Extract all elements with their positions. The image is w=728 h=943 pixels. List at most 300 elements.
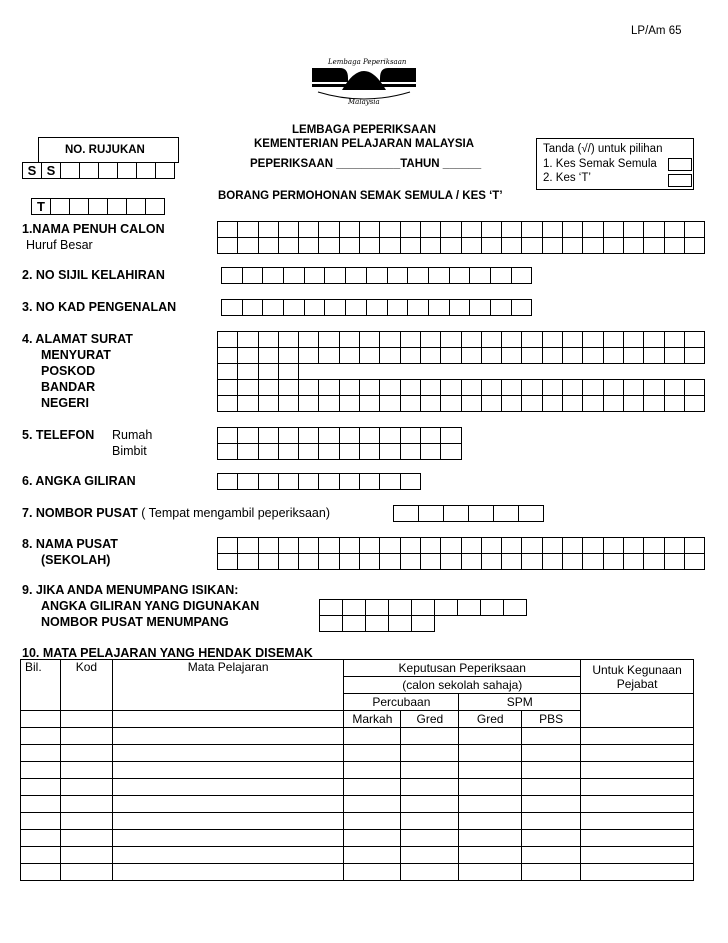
char-cell[interactable] xyxy=(242,299,264,316)
table-cell[interactable] xyxy=(522,796,581,813)
char-cell[interactable] xyxy=(481,237,502,254)
char-cell[interactable] xyxy=(684,237,705,254)
table-cell[interactable] xyxy=(581,728,694,745)
char-cell[interactable] xyxy=(217,427,238,444)
char-cell[interactable] xyxy=(217,395,238,412)
table-cell[interactable] xyxy=(581,847,694,864)
table-cell[interactable] xyxy=(21,864,61,881)
char-cell[interactable] xyxy=(481,331,502,348)
char-cell[interactable] xyxy=(603,553,624,570)
char-cell[interactable] xyxy=(562,221,583,238)
char-cell[interactable] xyxy=(359,379,380,396)
char-cell[interactable] xyxy=(420,395,441,412)
table-cell[interactable] xyxy=(401,728,459,745)
table-cell[interactable] xyxy=(522,762,581,779)
char-cell[interactable] xyxy=(582,347,603,364)
char-cell[interactable] xyxy=(304,267,326,284)
table-cell[interactable] xyxy=(60,864,112,881)
table-cell[interactable] xyxy=(60,762,112,779)
char-cell[interactable] xyxy=(440,347,461,364)
table-cell[interactable] xyxy=(344,796,401,813)
char-cell[interactable] xyxy=(603,221,624,238)
char-cell[interactable] xyxy=(521,237,542,254)
char-cell[interactable] xyxy=(217,221,238,238)
char-cell[interactable] xyxy=(217,379,238,396)
char-cell[interactable] xyxy=(643,237,664,254)
char-cell[interactable] xyxy=(420,347,441,364)
table-cell[interactable] xyxy=(401,745,459,762)
char-cell[interactable] xyxy=(278,221,299,238)
char-cell[interactable] xyxy=(319,615,343,632)
table-cell[interactable] xyxy=(459,745,522,762)
table-cell[interactable] xyxy=(581,796,694,813)
char-cell[interactable] xyxy=(623,553,644,570)
char-cell[interactable] xyxy=(339,473,360,490)
char-cell[interactable] xyxy=(345,299,367,316)
char-cell[interactable] xyxy=(400,473,421,490)
char-cell[interactable] xyxy=(237,537,258,554)
table-cell[interactable] xyxy=(60,813,112,830)
char-cell[interactable] xyxy=(258,347,279,364)
char-cell[interactable] xyxy=(521,221,542,238)
char-cell[interactable] xyxy=(664,395,685,412)
char-cell[interactable] xyxy=(278,553,299,570)
table-cell[interactable] xyxy=(21,779,61,796)
char-cell[interactable] xyxy=(428,267,450,284)
rujukan-cell[interactable] xyxy=(88,198,108,215)
char-cell[interactable] xyxy=(379,473,400,490)
alamat-grid[interactable] xyxy=(218,331,705,411)
nama-grid[interactable] xyxy=(218,221,705,253)
char-cell[interactable] xyxy=(461,553,482,570)
char-cell[interactable] xyxy=(461,395,482,412)
rujukan-cell[interactable] xyxy=(98,162,118,179)
char-cell[interactable] xyxy=(582,395,603,412)
char-cell[interactable] xyxy=(278,331,299,348)
char-cell[interactable] xyxy=(469,299,491,316)
table-cell[interactable] xyxy=(112,745,344,762)
table-cell[interactable] xyxy=(459,813,522,830)
char-cell[interactable] xyxy=(434,599,458,616)
char-cell[interactable] xyxy=(318,221,339,238)
char-cell[interactable] xyxy=(379,537,400,554)
char-cell[interactable] xyxy=(643,347,664,364)
table-cell[interactable] xyxy=(344,847,401,864)
table-cell[interactable] xyxy=(401,813,459,830)
table-cell[interactable] xyxy=(60,796,112,813)
char-cell[interactable] xyxy=(318,237,339,254)
char-cell[interactable] xyxy=(237,473,258,490)
table-cell[interactable] xyxy=(21,830,61,847)
char-cell[interactable] xyxy=(400,553,421,570)
char-cell[interactable] xyxy=(342,615,366,632)
char-cell[interactable] xyxy=(643,379,664,396)
char-cell[interactable] xyxy=(262,299,284,316)
char-cell[interactable] xyxy=(318,331,339,348)
char-cell[interactable] xyxy=(258,553,279,570)
char-cell[interactable] xyxy=(623,221,644,238)
char-cell[interactable] xyxy=(501,347,522,364)
rujukan-cell[interactable] xyxy=(155,162,175,179)
char-cell[interactable] xyxy=(278,379,299,396)
table-cell[interactable] xyxy=(581,745,694,762)
char-cell[interactable] xyxy=(298,537,319,554)
char-cell[interactable] xyxy=(481,395,502,412)
char-cell[interactable] xyxy=(339,379,360,396)
char-cell[interactable] xyxy=(258,427,279,444)
rujukan-cell[interactable] xyxy=(107,198,127,215)
char-cell[interactable] xyxy=(278,237,299,254)
char-cell[interactable] xyxy=(542,331,563,348)
nama-pusat-grid[interactable] xyxy=(218,537,705,569)
char-cell[interactable] xyxy=(684,347,705,364)
char-cell[interactable] xyxy=(481,537,502,554)
char-cell[interactable] xyxy=(420,443,441,460)
char-cell[interactable] xyxy=(400,379,421,396)
char-cell[interactable] xyxy=(339,553,360,570)
char-cell[interactable] xyxy=(623,379,644,396)
table-cell[interactable] xyxy=(401,830,459,847)
char-cell[interactable] xyxy=(318,427,339,444)
char-cell[interactable] xyxy=(440,379,461,396)
char-cell[interactable] xyxy=(449,267,471,284)
table-cell[interactable] xyxy=(21,813,61,830)
char-cell[interactable] xyxy=(603,379,624,396)
char-cell[interactable] xyxy=(562,347,583,364)
char-cell[interactable] xyxy=(400,427,421,444)
char-cell[interactable] xyxy=(440,395,461,412)
table-cell[interactable] xyxy=(60,728,112,745)
char-cell[interactable] xyxy=(643,537,664,554)
char-cell[interactable] xyxy=(258,237,279,254)
char-cell[interactable] xyxy=(388,615,412,632)
rujukan-cells[interactable] xyxy=(23,162,175,179)
char-cell[interactable] xyxy=(461,379,482,396)
char-cell[interactable] xyxy=(643,553,664,570)
table-cell[interactable] xyxy=(112,779,344,796)
table-cell[interactable] xyxy=(60,847,112,864)
char-cell[interactable] xyxy=(521,379,542,396)
char-cell[interactable] xyxy=(582,331,603,348)
char-cell[interactable] xyxy=(237,427,258,444)
char-cell[interactable] xyxy=(278,537,299,554)
char-cell[interactable] xyxy=(440,237,461,254)
char-cell[interactable] xyxy=(562,395,583,412)
char-cell[interactable] xyxy=(501,379,522,396)
char-cell[interactable] xyxy=(379,347,400,364)
char-cell[interactable] xyxy=(237,363,258,380)
telefon-grid[interactable] xyxy=(218,427,462,459)
char-cell[interactable] xyxy=(298,347,319,364)
char-cell[interactable] xyxy=(342,599,366,616)
table-cell[interactable] xyxy=(344,745,401,762)
char-cell[interactable] xyxy=(339,221,360,238)
char-cell[interactable] xyxy=(339,237,360,254)
char-cell[interactable] xyxy=(379,379,400,396)
char-cell[interactable] xyxy=(562,553,583,570)
char-cell[interactable] xyxy=(258,473,279,490)
char-cell[interactable] xyxy=(440,537,461,554)
checkbox-kes-t[interactable] xyxy=(668,174,692,187)
table-cell[interactable] xyxy=(581,779,694,796)
char-cell[interactable] xyxy=(562,331,583,348)
char-cell[interactable] xyxy=(400,443,421,460)
char-cell[interactable] xyxy=(318,347,339,364)
char-cell[interactable] xyxy=(603,331,624,348)
char-cell[interactable] xyxy=(365,599,389,616)
table-cell[interactable] xyxy=(581,830,694,847)
char-cell[interactable] xyxy=(318,443,339,460)
char-cell[interactable] xyxy=(603,347,624,364)
char-cell[interactable] xyxy=(237,331,258,348)
table-cell[interactable] xyxy=(401,864,459,881)
char-cell[interactable] xyxy=(298,395,319,412)
char-cell[interactable] xyxy=(582,221,603,238)
char-cell[interactable] xyxy=(542,221,563,238)
char-cell[interactable] xyxy=(664,221,685,238)
char-cell[interactable] xyxy=(217,363,238,380)
char-cell[interactable] xyxy=(324,267,346,284)
char-cell[interactable] xyxy=(461,221,482,238)
char-cell[interactable] xyxy=(407,299,429,316)
char-cell[interactable] xyxy=(278,443,299,460)
char-cell[interactable] xyxy=(542,379,563,396)
char-cell[interactable] xyxy=(501,221,522,238)
char-cell[interactable] xyxy=(379,237,400,254)
char-cell[interactable] xyxy=(411,599,435,616)
table-cell[interactable] xyxy=(344,864,401,881)
char-cell[interactable] xyxy=(440,331,461,348)
char-cell[interactable] xyxy=(493,505,519,522)
char-cell[interactable] xyxy=(542,553,563,570)
char-cell[interactable] xyxy=(298,443,319,460)
char-cell[interactable] xyxy=(366,299,388,316)
table-cell[interactable] xyxy=(112,864,344,881)
table-cell[interactable] xyxy=(112,813,344,830)
table-cell[interactable] xyxy=(522,745,581,762)
char-cell[interactable] xyxy=(258,395,279,412)
char-cell[interactable] xyxy=(359,473,380,490)
char-cell[interactable] xyxy=(345,267,367,284)
char-cell[interactable] xyxy=(481,347,502,364)
char-cell[interactable] xyxy=(501,237,522,254)
char-cell[interactable] xyxy=(582,379,603,396)
char-cell[interactable] xyxy=(501,395,522,412)
char-cell[interactable] xyxy=(379,443,400,460)
char-cell[interactable] xyxy=(461,347,482,364)
char-cell[interactable] xyxy=(400,237,421,254)
char-cell[interactable] xyxy=(521,331,542,348)
table-cell[interactable] xyxy=(522,864,581,881)
table-cell[interactable] xyxy=(112,830,344,847)
table-cell[interactable] xyxy=(522,830,581,847)
char-cell[interactable] xyxy=(521,347,542,364)
angka-giliran-grid[interactable] xyxy=(218,473,421,489)
char-cell[interactable] xyxy=(623,347,644,364)
char-cell[interactable] xyxy=(562,379,583,396)
table-cell[interactable] xyxy=(60,745,112,762)
rujukan-cell[interactable] xyxy=(69,198,89,215)
table-cell[interactable] xyxy=(344,728,401,745)
table-cell[interactable] xyxy=(581,762,694,779)
char-cell[interactable] xyxy=(298,553,319,570)
char-cell[interactable] xyxy=(420,553,441,570)
char-cell[interactable] xyxy=(237,347,258,364)
table-cell[interactable] xyxy=(459,847,522,864)
char-cell[interactable] xyxy=(643,221,664,238)
rujukan-t-cells[interactable] xyxy=(32,198,165,215)
char-cell[interactable] xyxy=(379,553,400,570)
table-cell[interactable] xyxy=(459,728,522,745)
char-cell[interactable] xyxy=(582,537,603,554)
char-cell[interactable] xyxy=(339,427,360,444)
char-cell[interactable] xyxy=(468,505,494,522)
char-cell[interactable] xyxy=(603,237,624,254)
table-cell[interactable] xyxy=(344,813,401,830)
char-cell[interactable] xyxy=(339,443,360,460)
char-cell[interactable] xyxy=(298,473,319,490)
char-cell[interactable] xyxy=(428,299,450,316)
char-cell[interactable] xyxy=(664,379,685,396)
char-cell[interactable] xyxy=(237,395,258,412)
char-cell[interactable] xyxy=(449,299,471,316)
table-cell[interactable] xyxy=(459,796,522,813)
table-cell[interactable] xyxy=(459,779,522,796)
char-cell[interactable] xyxy=(318,395,339,412)
char-cell[interactable] xyxy=(237,221,258,238)
char-cell[interactable] xyxy=(388,599,412,616)
char-cell[interactable] xyxy=(258,379,279,396)
char-cell[interactable] xyxy=(359,221,380,238)
char-cell[interactable] xyxy=(339,331,360,348)
char-cell[interactable] xyxy=(481,553,502,570)
rujukan-cell[interactable] xyxy=(60,162,80,179)
char-cell[interactable] xyxy=(237,237,258,254)
char-cell[interactable] xyxy=(278,427,299,444)
table-cell[interactable] xyxy=(581,864,694,881)
char-cell[interactable] xyxy=(603,395,624,412)
char-cell[interactable] xyxy=(521,553,542,570)
char-cell[interactable] xyxy=(237,379,258,396)
char-cell[interactable] xyxy=(469,267,491,284)
char-cell[interactable] xyxy=(480,599,504,616)
char-cell[interactable] xyxy=(521,537,542,554)
char-cell[interactable] xyxy=(339,537,360,554)
rujukan-cell[interactable] xyxy=(117,162,137,179)
char-cell[interactable] xyxy=(440,221,461,238)
char-cell[interactable] xyxy=(623,537,644,554)
table-cell[interactable] xyxy=(112,728,344,745)
char-cell[interactable] xyxy=(407,267,429,284)
char-cell[interactable] xyxy=(278,347,299,364)
char-cell[interactable] xyxy=(379,427,400,444)
char-cell[interactable] xyxy=(490,299,512,316)
rujukan-cell[interactable] xyxy=(145,198,165,215)
kad-grid[interactable] xyxy=(222,299,532,315)
char-cell[interactable] xyxy=(623,237,644,254)
char-cell[interactable] xyxy=(542,237,563,254)
table-cell[interactable] xyxy=(522,728,581,745)
char-cell[interactable] xyxy=(217,237,238,254)
char-cell[interactable] xyxy=(262,267,284,284)
char-cell[interactable] xyxy=(420,537,441,554)
char-cell[interactable] xyxy=(623,395,644,412)
char-cell[interactable] xyxy=(511,267,533,284)
char-cell[interactable] xyxy=(603,537,624,554)
char-cell[interactable] xyxy=(359,237,380,254)
char-cell[interactable] xyxy=(521,395,542,412)
rujukan-cell[interactable] xyxy=(79,162,99,179)
char-cell[interactable] xyxy=(684,537,705,554)
table-cell[interactable] xyxy=(112,762,344,779)
char-cell[interactable] xyxy=(684,221,705,238)
char-cell[interactable] xyxy=(481,221,502,238)
char-cell[interactable] xyxy=(324,299,346,316)
nombor-pusat-grid[interactable] xyxy=(394,505,544,521)
char-cell[interactable] xyxy=(318,553,339,570)
char-cell[interactable] xyxy=(283,267,305,284)
char-cell[interactable] xyxy=(387,299,409,316)
char-cell[interactable] xyxy=(359,331,380,348)
char-cell[interactable] xyxy=(542,347,563,364)
char-cell[interactable] xyxy=(393,505,419,522)
table-cell[interactable] xyxy=(459,830,522,847)
char-cell[interactable] xyxy=(684,331,705,348)
table-cell[interactable] xyxy=(401,779,459,796)
char-cell[interactable] xyxy=(217,331,238,348)
char-cell[interactable] xyxy=(298,331,319,348)
char-cell[interactable] xyxy=(643,395,664,412)
char-cell[interactable] xyxy=(217,347,238,364)
char-cell[interactable] xyxy=(366,267,388,284)
char-cell[interactable] xyxy=(359,553,380,570)
table-cell[interactable] xyxy=(522,779,581,796)
char-cell[interactable] xyxy=(283,299,305,316)
char-cell[interactable] xyxy=(684,379,705,396)
char-cell[interactable] xyxy=(511,299,533,316)
rujukan-cell[interactable] xyxy=(136,162,156,179)
char-cell[interactable] xyxy=(501,537,522,554)
table-cell[interactable] xyxy=(459,864,522,881)
char-cell[interactable] xyxy=(461,237,482,254)
char-cell[interactable] xyxy=(217,537,238,554)
char-cell[interactable] xyxy=(440,427,461,444)
char-cell[interactable] xyxy=(298,379,319,396)
table-cell[interactable] xyxy=(401,796,459,813)
char-cell[interactable] xyxy=(542,537,563,554)
table-cell[interactable] xyxy=(581,813,694,830)
char-cell[interactable] xyxy=(501,553,522,570)
char-cell[interactable] xyxy=(411,615,435,632)
char-cell[interactable] xyxy=(664,331,685,348)
rujukan-cell[interactable] xyxy=(126,198,146,215)
char-cell[interactable] xyxy=(217,553,238,570)
checkbox-semak-semula[interactable] xyxy=(668,158,692,171)
char-cell[interactable] xyxy=(258,363,279,380)
char-cell[interactable] xyxy=(582,553,603,570)
char-cell[interactable] xyxy=(278,395,299,412)
table-cell[interactable] xyxy=(401,847,459,864)
char-cell[interactable] xyxy=(461,331,482,348)
char-cell[interactable] xyxy=(420,237,441,254)
char-cell[interactable] xyxy=(359,427,380,444)
char-cell[interactable] xyxy=(440,443,461,460)
char-cell[interactable] xyxy=(418,505,444,522)
table-cell[interactable] xyxy=(459,762,522,779)
char-cell[interactable] xyxy=(258,331,279,348)
char-cell[interactable] xyxy=(318,537,339,554)
char-cell[interactable] xyxy=(503,599,527,616)
